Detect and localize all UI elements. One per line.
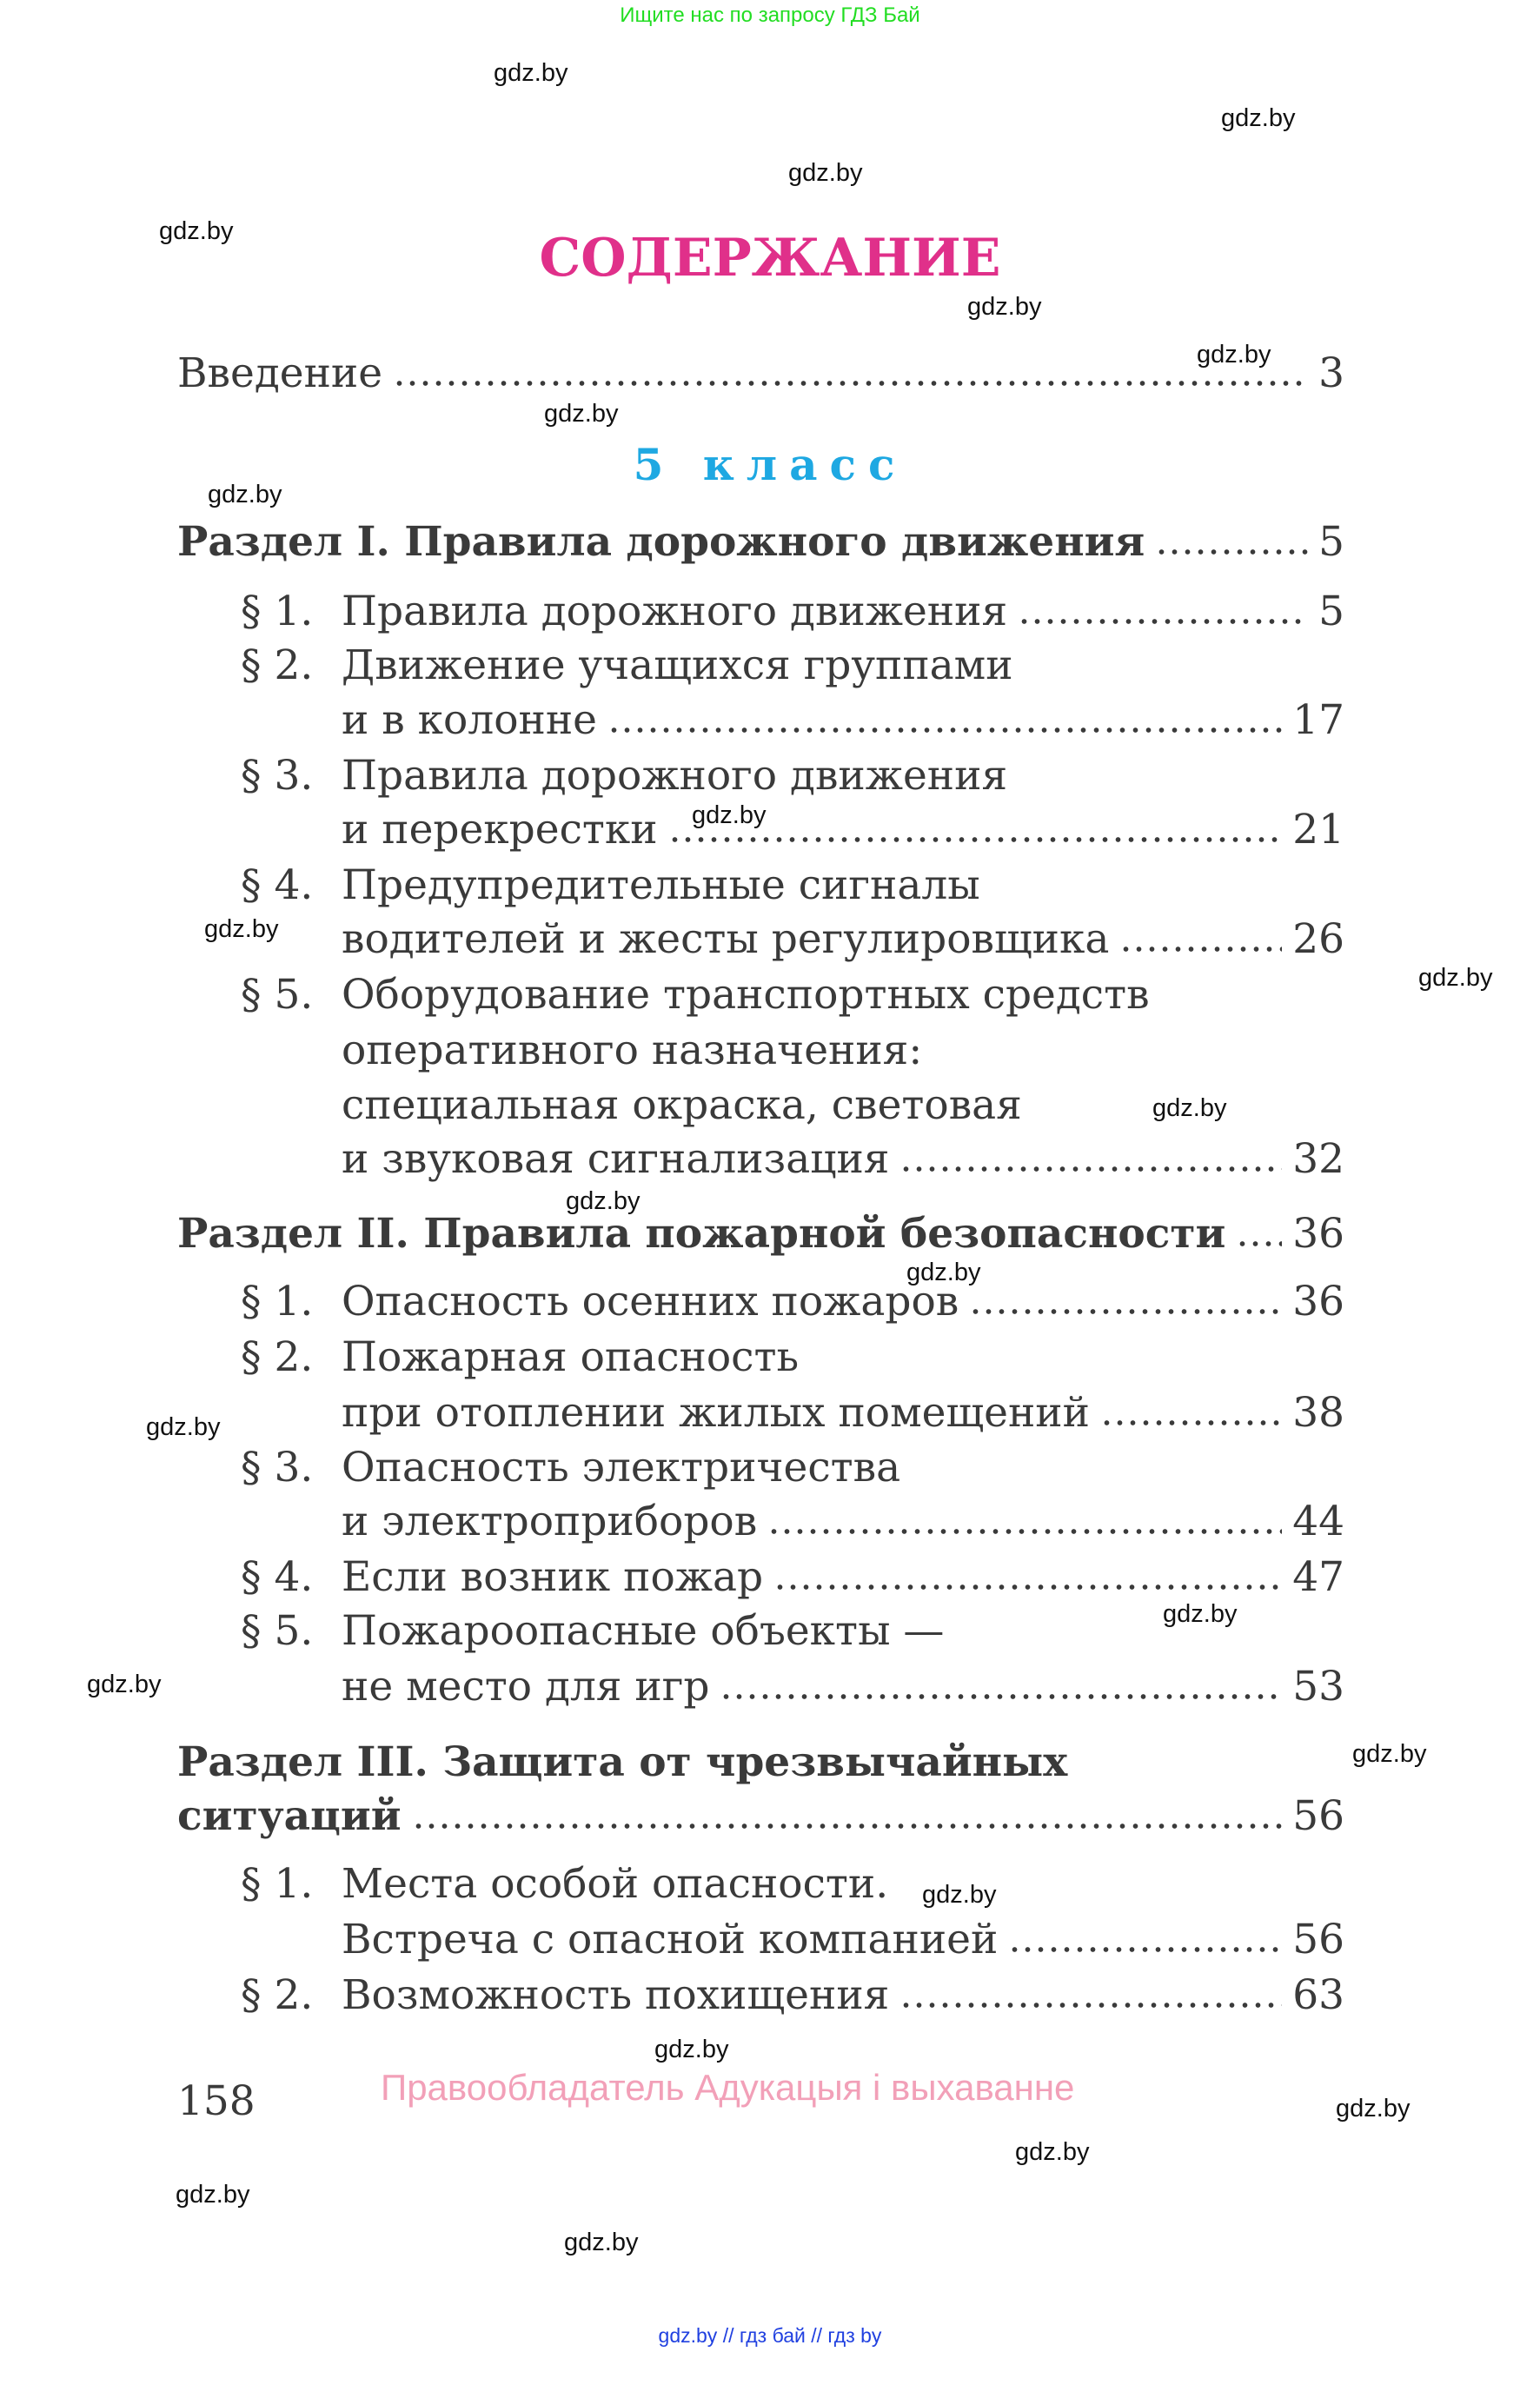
- item-title: Правила дорожного движения: [342, 588, 1008, 635]
- watermark: gdz.by: [87, 1671, 162, 1698]
- item-title: специальная окраска, световая: [342, 1081, 1022, 1129]
- toc-item[interactable]: [241, 1442, 1344, 1494]
- watermark: gdz.by: [564, 2229, 639, 2256]
- toc-item[interactable]: [241, 750, 1344, 802]
- entry-page: 44: [1292, 1498, 1344, 1545]
- dot-leader: [668, 836, 1283, 843]
- dot-leader: [1119, 946, 1282, 953]
- toc-section-1[interactable]: [177, 516, 1344, 568]
- item-number: § 1.: [241, 1860, 314, 1908]
- toc-item[interactable]: [241, 969, 1344, 1021]
- dot-leader: [607, 727, 1282, 734]
- section-title: Раздел III. Защита от чрезвычайных: [177, 1738, 1068, 1786]
- dot-leader: [899, 1166, 1282, 1173]
- dot-leader: [767, 1528, 1282, 1535]
- watermark: gdz.by: [146, 1413, 221, 1441]
- toc-section-3[interactable]: [177, 1737, 1344, 1789]
- item-title: Пожароопасные объекты —: [342, 1607, 945, 1655]
- item-title: Движение учащихся группами: [342, 641, 1013, 689]
- watermark: gdz.by: [494, 59, 568, 87]
- toc-item[interactable]: [241, 1332, 1344, 1384]
- entry-page: 36: [1292, 1210, 1344, 1258]
- toc-item[interactable]: [241, 1970, 1344, 2022]
- item-number: § 5.: [241, 1607, 314, 1655]
- dot-leader: [1100, 1419, 1282, 1426]
- watermark: gdz.by: [204, 915, 279, 943]
- section-title: Раздел I. Правила дорожного движения: [177, 518, 1145, 566]
- entry-page: 5: [1318, 588, 1344, 635]
- entry-page: 32: [1292, 1135, 1344, 1183]
- entry-page: 47: [1292, 1553, 1344, 1601]
- dot-leader: [393, 380, 1308, 387]
- toc-item-continuation: [342, 1025, 1344, 1077]
- watermark: gdz.by: [208, 481, 282, 508]
- toc-item-continuation[interactable]: [342, 1661, 1344, 1713]
- copyright-notice: Правообладатель Адукацыя і выхаванне: [381, 2067, 1075, 2108]
- grade-heading: 5 класс: [633, 439, 907, 490]
- watermark: gdz.by: [1221, 104, 1296, 132]
- item-number: § 2.: [241, 641, 314, 689]
- item-title: оперативного назначения:: [342, 1026, 923, 1074]
- item-title: Оборудование транспортных средств: [342, 971, 1150, 1019]
- item-number: § 5.: [241, 971, 314, 1019]
- toc-entry-intro[interactable]: [177, 348, 1344, 400]
- dot-leader: [1018, 618, 1308, 625]
- footer-links: gdz.by // гдз бай // гдз by: [658, 2324, 882, 2347]
- item-number: § 1.: [241, 1278, 314, 1325]
- toc-item[interactable]: [241, 640, 1344, 692]
- search-hint-banner: Ищите нас по запросу ГДЗ Бай: [620, 3, 920, 27]
- item-number: § 2.: [241, 1333, 314, 1381]
- watermark: gdz.by: [967, 293, 1042, 321]
- dot-leader: [1236, 1240, 1282, 1247]
- entry-page: 38: [1292, 1389, 1344, 1437]
- toc-item-continuation[interactable]: [342, 1133, 1344, 1186]
- entry-page: 3: [1318, 349, 1344, 397]
- dot-leader: [899, 2002, 1282, 2009]
- watermark: gdz.by: [922, 1881, 997, 1909]
- entry-page: 36: [1292, 1278, 1344, 1325]
- entry-page: 56: [1292, 1916, 1344, 1963]
- entry-page: 17: [1292, 696, 1344, 744]
- page-title: СОДЕРЖАНИЕ: [539, 228, 1001, 289]
- item-number: § 1.: [241, 588, 314, 635]
- item-title: водителей и жесты регулировщика: [342, 915, 1110, 963]
- entry-page: 63: [1292, 1971, 1344, 2019]
- toc-item[interactable]: [241, 586, 1344, 638]
- item-title: Встреча с опасной компанией: [342, 1916, 999, 1963]
- watermark: gdz.by: [1163, 1600, 1238, 1628]
- item-title: Правила дорожного движения: [342, 752, 1008, 800]
- watermark: gdz.by: [788, 159, 863, 187]
- page-number: 158: [177, 2077, 256, 2125]
- item-title: Пожарная опасность: [342, 1333, 800, 1381]
- item-title: и звуковая сигнализация: [342, 1135, 890, 1183]
- watermark: gdz.by: [1352, 1740, 1427, 1768]
- watermark: gdz.by: [176, 2181, 250, 2209]
- toc-item-continuation[interactable]: [342, 913, 1344, 966]
- entry-page: 53: [1292, 1663, 1344, 1711]
- toc-item-continuation[interactable]: [342, 1387, 1344, 1439]
- toc-item[interactable]: [241, 1276, 1344, 1328]
- item-number: § 4.: [241, 1553, 314, 1601]
- toc-item[interactable]: [241, 1551, 1344, 1604]
- entry-page: 5: [1318, 518, 1344, 566]
- item-title: и электроприборов: [342, 1498, 758, 1545]
- item-number: § 3.: [241, 1444, 314, 1491]
- item-number: § 3.: [241, 752, 314, 800]
- watermark: gdz.by: [1418, 964, 1493, 992]
- entry-page: 26: [1292, 915, 1344, 963]
- toc-item[interactable]: [241, 860, 1344, 912]
- dot-leader: [969, 1308, 1282, 1315]
- item-title: Возможность похищения: [342, 1971, 890, 2019]
- toc-section-2[interactable]: [177, 1208, 1344, 1260]
- item-title: Если возник пожар: [342, 1553, 764, 1601]
- toc-item-continuation[interactable]: [342, 694, 1344, 747]
- watermark: gdz.by: [544, 400, 619, 428]
- watermark: gdz.by: [1015, 2138, 1090, 2166]
- toc-section-3-continuation[interactable]: [177, 1790, 1344, 1843]
- watermark: gdz.by: [1336, 2095, 1411, 2123]
- entry-page: 21: [1292, 806, 1344, 854]
- dot-leader: [1155, 548, 1308, 555]
- item-title: Опасность электричества: [342, 1444, 901, 1491]
- watermark: gdz.by: [654, 2036, 729, 2063]
- item-title: при отоплении жилых помещений: [342, 1389, 1090, 1437]
- toc-item[interactable]: [241, 1858, 1344, 1910]
- item-title: Опасность осенних пожаров: [342, 1278, 959, 1325]
- item-title: не место для игр: [342, 1663, 710, 1711]
- item-number: § 2.: [241, 1971, 314, 2019]
- item-title: Места особой опасности.: [342, 1860, 889, 1908]
- watermark: gdz.by: [692, 801, 767, 829]
- dot-leader: [773, 1584, 1282, 1591]
- dot-leader: [412, 1823, 1283, 1830]
- item-title: и перекрестки: [342, 806, 658, 854]
- item-number: § 4.: [241, 861, 314, 909]
- dot-leader: [1008, 1946, 1282, 1953]
- toc-item-continuation[interactable]: [342, 1914, 1344, 1966]
- section-title: Раздел II. Правила пожарной безопасности: [177, 1210, 1226, 1258]
- item-title: Предупредительные сигналы: [342, 861, 980, 909]
- item-title: и в колонне: [342, 696, 597, 744]
- watermark: gdz.by: [1152, 1094, 1227, 1122]
- watermark: gdz.by: [1197, 341, 1271, 369]
- watermark: gdz.by: [566, 1187, 641, 1215]
- entry-label: Введение: [177, 349, 383, 397]
- watermark: gdz.by: [906, 1259, 981, 1286]
- toc-item-continuation[interactable]: [342, 1496, 1344, 1548]
- toc-item-continuation[interactable]: [342, 804, 1344, 856]
- section-title: ситуаций: [177, 1792, 402, 1840]
- entry-page: 56: [1292, 1792, 1344, 1840]
- dot-leader: [720, 1693, 1282, 1700]
- watermark: gdz.by: [159, 217, 234, 245]
